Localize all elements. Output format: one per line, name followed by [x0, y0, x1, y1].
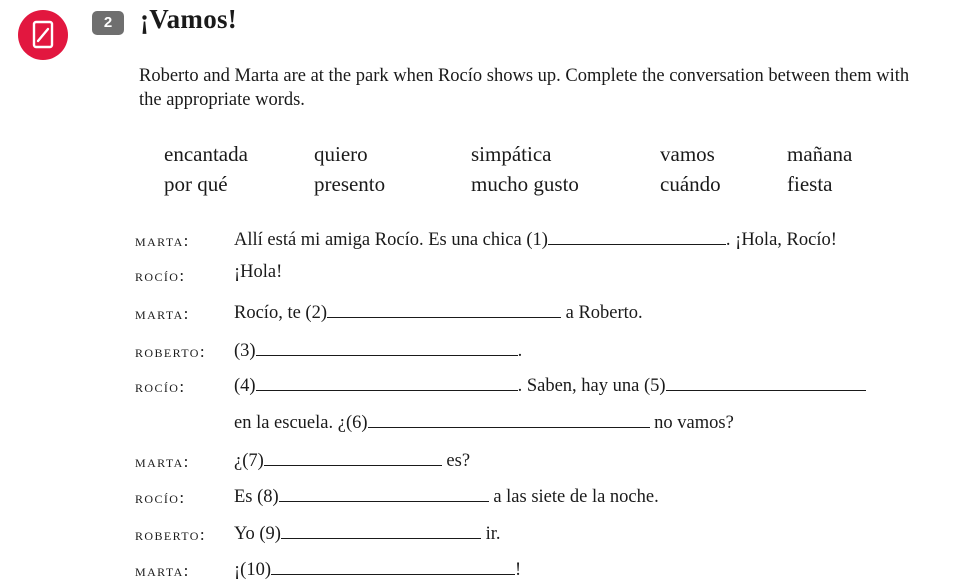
word-bank-item: mañana: [787, 142, 853, 166]
dialogue-text: [234, 521, 501, 545]
answer-blank-8[interactable]: [279, 484, 489, 502]
dialogue-line: [0, 300, 977, 330]
instructions-text: Roberto and Marta are at the park when Rocío shows up. Complete the conversation between them with the appropriate words.: [139, 66, 910, 110]
dialogue-segment: ¡(10): [234, 560, 271, 580]
answer-blank-10[interactable]: [271, 557, 515, 575]
answer-blank-4[interactable]: [256, 373, 518, 391]
dialogue-segment: Allí está mi amiga Rocío. Es una chica (1): [234, 230, 548, 250]
exercise-number-badge: 2: [92, 11, 124, 35]
word-bank-item: vamos: [660, 142, 715, 166]
dialogue-segment: (3): [234, 341, 256, 361]
speaker-label: roberto:: [135, 525, 206, 544]
dialogue-segment: .: [517, 341, 523, 361]
word-bank-item: encantada: [164, 142, 248, 166]
speaker-label: marta:: [135, 561, 190, 580]
speaker-label: marta:: [135, 304, 190, 323]
dialogue-text: [234, 557, 521, 581]
speaker-label: rocío:: [135, 266, 186, 285]
word-bank-item: por qué: [164, 172, 228, 196]
dialogue-segment: ¿(7): [234, 451, 264, 471]
dialogue-segment: !: [514, 560, 522, 580]
speaker-label: rocío:: [135, 377, 186, 396]
dialogue-text: [234, 338, 522, 362]
dialogue-line: [0, 521, 977, 551]
dialogue-segment: . ¡Hola, Rocío!: [725, 230, 837, 250]
dialogue-segment: a las siete de la noche.: [488, 487, 659, 507]
dialogue-text: [234, 484, 659, 508]
dialogue-line: [0, 484, 977, 514]
dialogue-segment: (4): [234, 376, 256, 396]
answer-blank-7[interactable]: [264, 448, 442, 466]
answer-blank-9[interactable]: [281, 521, 481, 539]
answer-blank-2[interactable]: [327, 300, 561, 318]
word-bank-item: presento: [314, 172, 386, 196]
word-bank-item: quiero: [314, 142, 368, 166]
dialogue-segment: ¡Hola!: [234, 262, 283, 282]
dialogue-segment: ir.: [480, 524, 501, 544]
dialogue-text: [234, 227, 837, 251]
dialogue-text: [234, 300, 643, 324]
dialogue-segment: es?: [441, 451, 471, 471]
answer-blank-6[interactable]: [368, 410, 650, 428]
word-bank-item: simpática: [471, 142, 552, 166]
dialogue-line: [0, 448, 977, 478]
dialogue-line: [0, 227, 977, 257]
dialogue-text: [234, 448, 470, 472]
dialogue-line: [0, 338, 977, 368]
word-bank-item: fiesta: [787, 172, 833, 196]
dialogue-segment: . Saben, hay una (5): [517, 376, 666, 396]
dialogue-line: [0, 262, 977, 292]
word-bank-item: cuándo: [660, 172, 721, 196]
dialogue-segment: no vamos?: [649, 413, 734, 433]
dialogue-line: [0, 557, 977, 587]
speaker-label: marta:: [135, 231, 190, 250]
word-bank-item: mucho gusto: [471, 172, 579, 196]
dialogue-segment: a Roberto.: [561, 303, 643, 323]
dialogue-segment: en la escuela. ¿(6): [234, 413, 368, 433]
exercise-title: ¡Vamos!: [140, 4, 238, 34]
speaker-label: rocío:: [135, 488, 186, 507]
answer-blank-1[interactable]: [548, 227, 726, 245]
speaker-label: roberto:: [135, 342, 206, 361]
answer-blank-5[interactable]: [666, 373, 866, 391]
dialogue-segment: Yo (9): [234, 524, 281, 544]
dialogue-text: [234, 410, 734, 434]
dialogue-line: [0, 410, 977, 440]
dialogue-segment: Rocío, te (2): [234, 303, 327, 323]
dialogue-segment: Es (8): [234, 487, 279, 507]
speaker-label: marta:: [135, 452, 190, 471]
dialogue-text: [234, 262, 282, 283]
answer-blank-3[interactable]: [256, 338, 518, 356]
dialogue-text: [234, 373, 866, 397]
dialogue-line: [0, 373, 977, 403]
